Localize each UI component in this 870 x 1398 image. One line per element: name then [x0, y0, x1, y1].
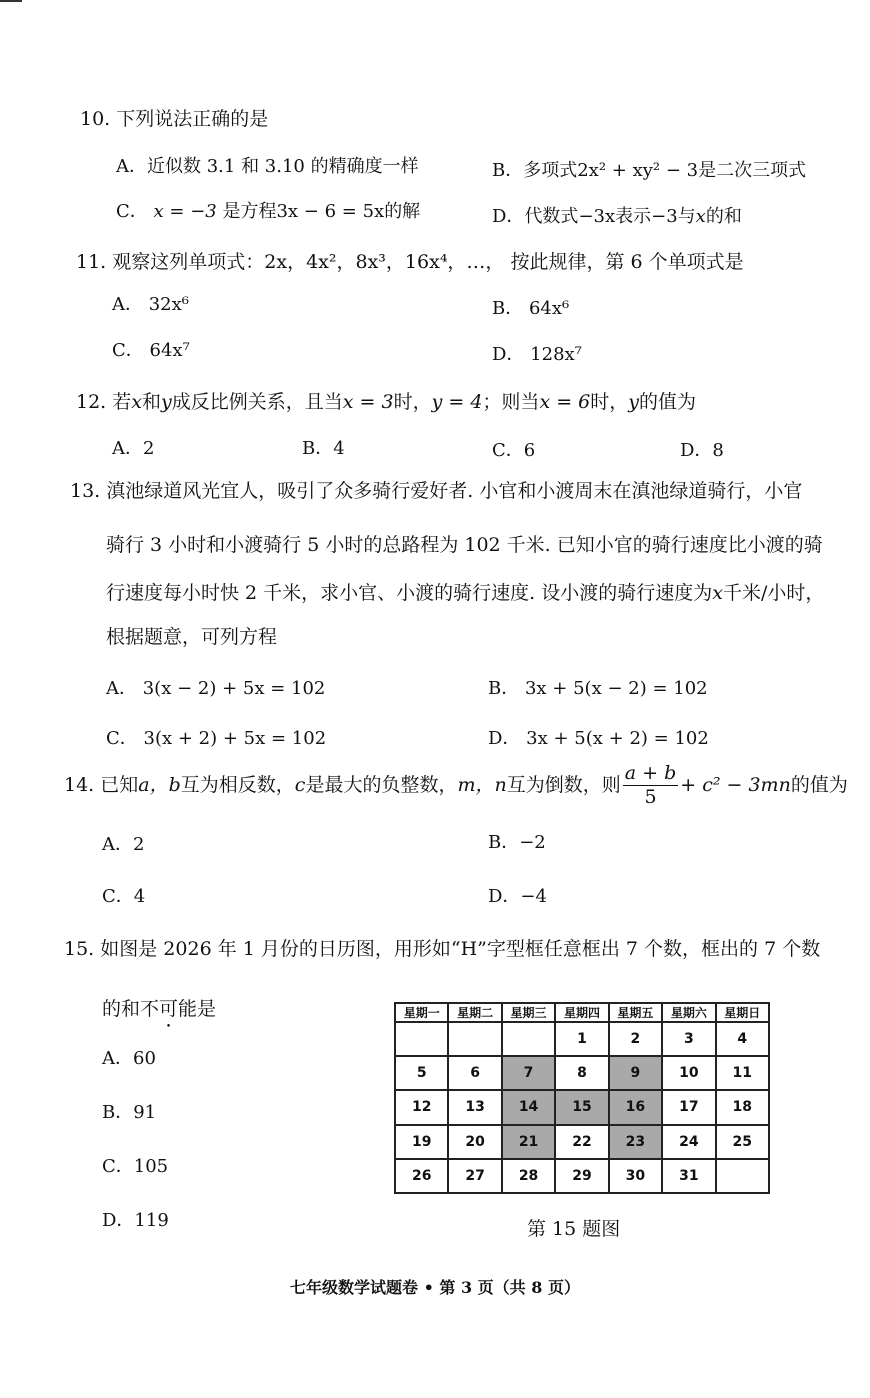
calendar-day-cell: 6 — [448, 1056, 501, 1090]
question-15-line-2: 的和不可能是 — [102, 998, 217, 1020]
q10-option-d: D．代数式−3x表示−3与x的和 — [492, 206, 742, 227]
q12-option-b: B．4 — [302, 438, 345, 459]
question-13-line-2: 骑行 3 小时和小渡骑行 5 小时的总路程为 102 千米. 已知小官的骑行速度比小渡的骑 — [106, 534, 823, 556]
calendar-day-cell: 12 — [395, 1090, 448, 1124]
calendar-day-cell: 4 — [716, 1022, 769, 1056]
calendar-day-cell: 31 — [662, 1159, 715, 1193]
q15-option-c: C．105 — [102, 1156, 169, 1177]
page-footer: 七年级数学试题卷 • 第 3 页（共 8 页） — [290, 1278, 580, 1297]
figure-caption: 第 15 题图 — [527, 1218, 621, 1240]
fraction: $\frac{a + b}{5}$ — [624, 761, 677, 808]
calendar-day-cell: 22 — [555, 1125, 608, 1159]
calendar-day-cell: 9 — [609, 1056, 662, 1090]
q11-option-b: B． 64x⁶ — [492, 298, 570, 319]
calendar-day-cell: 16 — [609, 1090, 662, 1124]
q10-option-c: C． x = −3 是方程3x − 6 = 5x的解 — [116, 201, 421, 222]
q12-option-a: A．2 — [112, 438, 155, 459]
q12-option-c: C．6 — [492, 440, 536, 461]
question-12-stem: 12. 若x和y成反比例关系，且当x = 3时，y = 4；则当x = 6时，y的值为 — [76, 391, 697, 413]
question-13-line-3: 行速度每小时快 2 千米，求小官、小渡的骑行速度. 设小渡的骑行速度为x千米/小时， — [106, 582, 825, 604]
calendar-day-cell: 24 — [662, 1125, 715, 1159]
calendar-day-cell: 19 — [395, 1125, 448, 1159]
q14-option-c: C．4 — [102, 886, 146, 907]
q15-option-d: D．119 — [102, 1210, 169, 1231]
calendar-week-row — [395, 1022, 769, 1056]
calendar-day-cell: 8 — [555, 1056, 608, 1090]
q12-option-d: D．8 — [680, 440, 724, 461]
calendar-day-cell: 11 — [716, 1056, 769, 1090]
calendar-day-cell: 15 — [555, 1090, 608, 1124]
q13-option-b: B． 3x + 5(x − 2) = 102 — [488, 678, 708, 699]
calendar-header-cell: 星期六 — [662, 1003, 715, 1022]
q14-option-a: A．2 — [102, 834, 145, 855]
q10-option-a: A．近似数 3.1 和 3.10 的精确度一样 — [116, 156, 419, 177]
calendar-day-cell: 1 — [555, 1022, 608, 1056]
q11-option-d: D． 128x⁷ — [492, 344, 582, 365]
question-13-line-4: 根据题意，可列方程 — [106, 626, 278, 648]
calendar-header-cell: 星期一 — [395, 1003, 448, 1022]
scan-corner-mark — [0, 0, 22, 2]
q11-option-a: A． 32x⁶ — [112, 294, 190, 315]
calendar-day-cell: 2 — [609, 1022, 662, 1056]
calendar-day-cell — [395, 1022, 448, 1056]
calendar-day-cell: 27 — [448, 1159, 501, 1193]
q13-option-c: C． 3(x + 2) + 5x = 102 — [106, 728, 327, 749]
calendar-header-cell: 星期二 — [448, 1003, 501, 1022]
calendar-day-cell: 20 — [448, 1125, 501, 1159]
calendar-day-cell: 29 — [555, 1159, 608, 1193]
calendar-day-cell: 23 — [609, 1125, 662, 1159]
calendar-day-cell: 3 — [662, 1022, 715, 1056]
calendar-week-row — [395, 1090, 769, 1124]
calendar-table — [394, 1002, 770, 1194]
calendar-day-cell: 17 — [662, 1090, 715, 1124]
calendar-day-cell — [448, 1022, 501, 1056]
calendar-week-row — [395, 1125, 769, 1159]
calendar-header-cell: 星期四 — [555, 1003, 608, 1022]
calendar-day-cell: 30 — [609, 1159, 662, 1193]
calendar-day-cell: 18 — [716, 1090, 769, 1124]
q15-option-b: B．91 — [102, 1102, 157, 1123]
calendar-day-cell: 21 — [502, 1125, 555, 1159]
calendar-header-cell: 星期三 — [502, 1003, 555, 1022]
calendar-week-row — [395, 1056, 769, 1090]
q14-option-d: D．−4 — [488, 886, 547, 907]
q13-option-a: A． 3(x − 2) + 5x = 102 — [106, 678, 326, 699]
calendar-header-cell: 星期五 — [609, 1003, 662, 1022]
question-11-stem: 11. 观察这列单项式：2x，4x²，8x³，16x⁴，…， 按此规律，第 6 个单项式是 — [76, 251, 744, 273]
calendar-day-cell — [716, 1159, 769, 1193]
q14-option-b: B．−2 — [488, 832, 546, 853]
calendar-day-cell: 13 — [448, 1090, 501, 1124]
question-14-stem: 14. 已知 a，b 互为相反数， c 是最大的负整数， m，n 互为倒数，则 $\frac{a + b}{5}$ + c² − 3mn 的值为 — [64, 761, 848, 808]
calendar-day-cell: 7 — [502, 1056, 555, 1090]
calendar-day-cell: 28 — [502, 1159, 555, 1193]
calendar-header-cell: 星期日 — [716, 1003, 769, 1022]
calendar-day-cell: 5 — [395, 1056, 448, 1090]
calendar-day-cell: 10 — [662, 1056, 715, 1090]
q15-option-a: A．60 — [102, 1048, 156, 1069]
question-10-stem: 10. 下列说法正确的是 — [80, 108, 269, 130]
question-15-line-1: 15. 如图是 2026 年 1 月份的日历图，用形如“H”字型框任意框出 7 个数，框出的 7 个数 — [64, 938, 821, 960]
calendar-day-cell: 25 — [716, 1125, 769, 1159]
q13-option-d: D． 3x + 5(x + 2) = 102 — [488, 728, 709, 749]
calendar-day-cell: 26 — [395, 1159, 448, 1193]
q11-option-c: C． 64x⁷ — [112, 340, 190, 361]
calendar-day-cell: 14 — [502, 1090, 555, 1124]
calendar-week-row — [395, 1159, 769, 1193]
q10-option-b: B．多项式2x² + xy² − 3是二次三项式 — [492, 160, 807, 181]
calendar-day-cell — [502, 1022, 555, 1056]
question-13-line-1: 13. 滇池绿道风光宜人，吸引了众多骑行爱好者. 小官和小渡周末在滇池绿道骑行，小官 — [70, 480, 803, 502]
